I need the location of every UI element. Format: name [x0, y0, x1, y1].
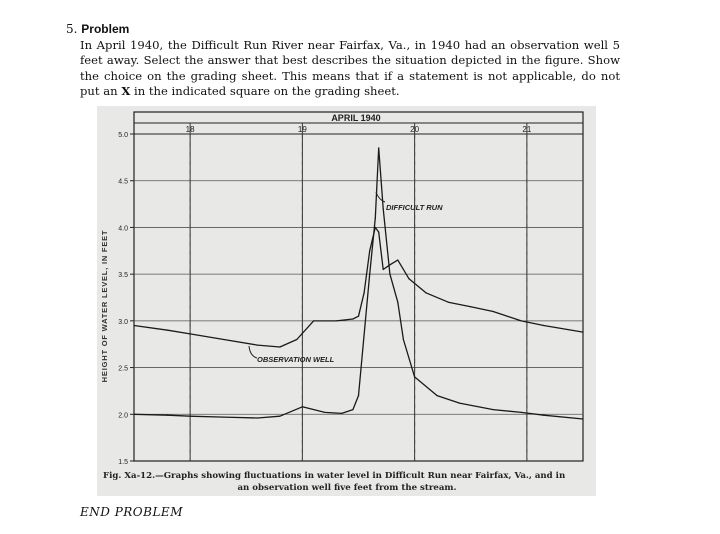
annotations — [249, 192, 443, 364]
grid-layer — [130, 112, 583, 461]
difficult-run-label: DIFFICULT RUN — [386, 203, 443, 212]
problem-text-bold: X — [121, 84, 131, 99]
observation-well-point — [493, 311, 494, 312]
observation-well-point — [133, 325, 134, 326]
observation-well-point — [389, 264, 390, 265]
difficult-run-point — [302, 406, 303, 407]
observation-well-point — [352, 318, 353, 319]
difficult-run-point — [521, 412, 522, 413]
y-tick-label: 2.0 — [118, 412, 128, 420]
figure-caption — [103, 471, 566, 493]
figure-caption-line1: Fig. Xa-12.—Graphs showing fluctuations in water level in Difficult Run near Fairfax, Va., and in — [103, 471, 566, 481]
y-tick-label: 5.0 — [118, 132, 128, 139]
difficult-run-point — [352, 409, 353, 410]
difficult-run-point — [190, 416, 191, 417]
problem-text-part2: in the indicated square on the grading sheet. — [130, 84, 400, 99]
difficult-run-point — [414, 376, 415, 377]
difficult-run-point — [493, 409, 494, 410]
difficult-run-point — [257, 417, 258, 418]
plot-frame — [134, 112, 583, 461]
y-axis-label: HEIGHT OF WATER LEVEL, IN FEET — [100, 229, 109, 383]
problem-number-value: 5. — [66, 22, 78, 36]
problem-statement — [80, 38, 620, 100]
difficult-run-point — [375, 217, 376, 218]
difficult-run-point — [459, 402, 460, 403]
observation-well-label-leader — [249, 346, 257, 358]
x-day-label: 19 — [297, 125, 307, 134]
difficult-run-point — [358, 395, 359, 396]
difficult-run-point — [369, 274, 370, 275]
figure-caption-line2: an observation well five feet from the stream. — [237, 483, 457, 493]
observation-well-point — [223, 339, 224, 340]
difficult-run-point — [383, 208, 384, 209]
difficult-run-label-leader — [376, 192, 385, 202]
difficult-run-point — [389, 274, 390, 275]
observation-well-point — [364, 292, 365, 293]
observation-well-point — [378, 232, 379, 233]
figure-graph — [97, 106, 596, 496]
difficult-run-point — [397, 302, 398, 303]
difficult-run-point — [582, 418, 583, 419]
observation-well-point — [167, 330, 168, 331]
difficult-run-point — [403, 339, 404, 340]
tick-label-layer — [118, 125, 532, 466]
observation-well-point — [358, 316, 359, 317]
observation-well-point — [279, 346, 280, 347]
y-tick-label: 1.5 — [118, 459, 128, 466]
observation-well-point — [190, 333, 191, 334]
x-day-label: 20 — [410, 125, 420, 134]
observation-well-point — [369, 250, 370, 251]
observation-well-point — [375, 227, 376, 228]
observation-well-point — [448, 302, 449, 303]
observation-well-line — [134, 227, 583, 347]
problem-text-part1: In April 1940, the Difficult Run River near Fairfax, Va., in 1940 had an observation well 5 feet away. Select the answer that best describes the situation depicted in the figure. Show the choice on the grading sheet. This means that if a statement is not applicable, do not put an — [80, 38, 620, 99]
difficult-run-point — [378, 147, 379, 148]
observation-well-point — [257, 345, 258, 346]
observation-well-point — [335, 320, 336, 321]
observation-well-point — [521, 320, 522, 321]
y-tick-label: 4.5 — [118, 178, 128, 186]
observation-well-point — [383, 269, 384, 270]
observation-well-point — [543, 325, 544, 326]
x-day-label: 18 — [185, 125, 195, 134]
difficult-run-line — [134, 148, 583, 419]
x-day-label: 21 — [522, 125, 532, 134]
problem-heading: Problem — [81, 22, 130, 36]
series-layer — [133, 147, 583, 419]
observation-well-point — [582, 331, 583, 332]
end-problem-label: END PROBLEM — [80, 505, 183, 519]
difficult-run-point — [341, 413, 342, 414]
observation-well-point — [408, 278, 409, 279]
difficult-run-point — [167, 415, 168, 416]
y-tick-label: 3.5 — [118, 272, 128, 280]
water-level-chart — [97, 106, 596, 496]
observation-well-point — [313, 320, 314, 321]
problem-number — [66, 22, 129, 36]
difficult-run-point — [133, 414, 134, 415]
difficult-run-point — [223, 416, 224, 417]
difficult-run-point — [436, 395, 437, 396]
chart-header — [331, 113, 380, 123]
observation-well-point — [425, 292, 426, 293]
observation-well-label: OBSERVATION WELL — [257, 355, 335, 364]
chart-title: APRIL 1940 — [331, 113, 381, 123]
observation-well-point — [296, 339, 297, 340]
observation-well-point — [397, 260, 398, 261]
difficult-run-point — [279, 416, 280, 417]
y-tick-label: 4.0 — [118, 225, 128, 233]
difficult-run-point — [543, 415, 544, 416]
y-tick-label: 3.0 — [118, 318, 128, 326]
observation-well-point — [470, 306, 471, 307]
difficult-run-point — [324, 412, 325, 413]
y-tick-label: 2.5 — [118, 365, 128, 373]
